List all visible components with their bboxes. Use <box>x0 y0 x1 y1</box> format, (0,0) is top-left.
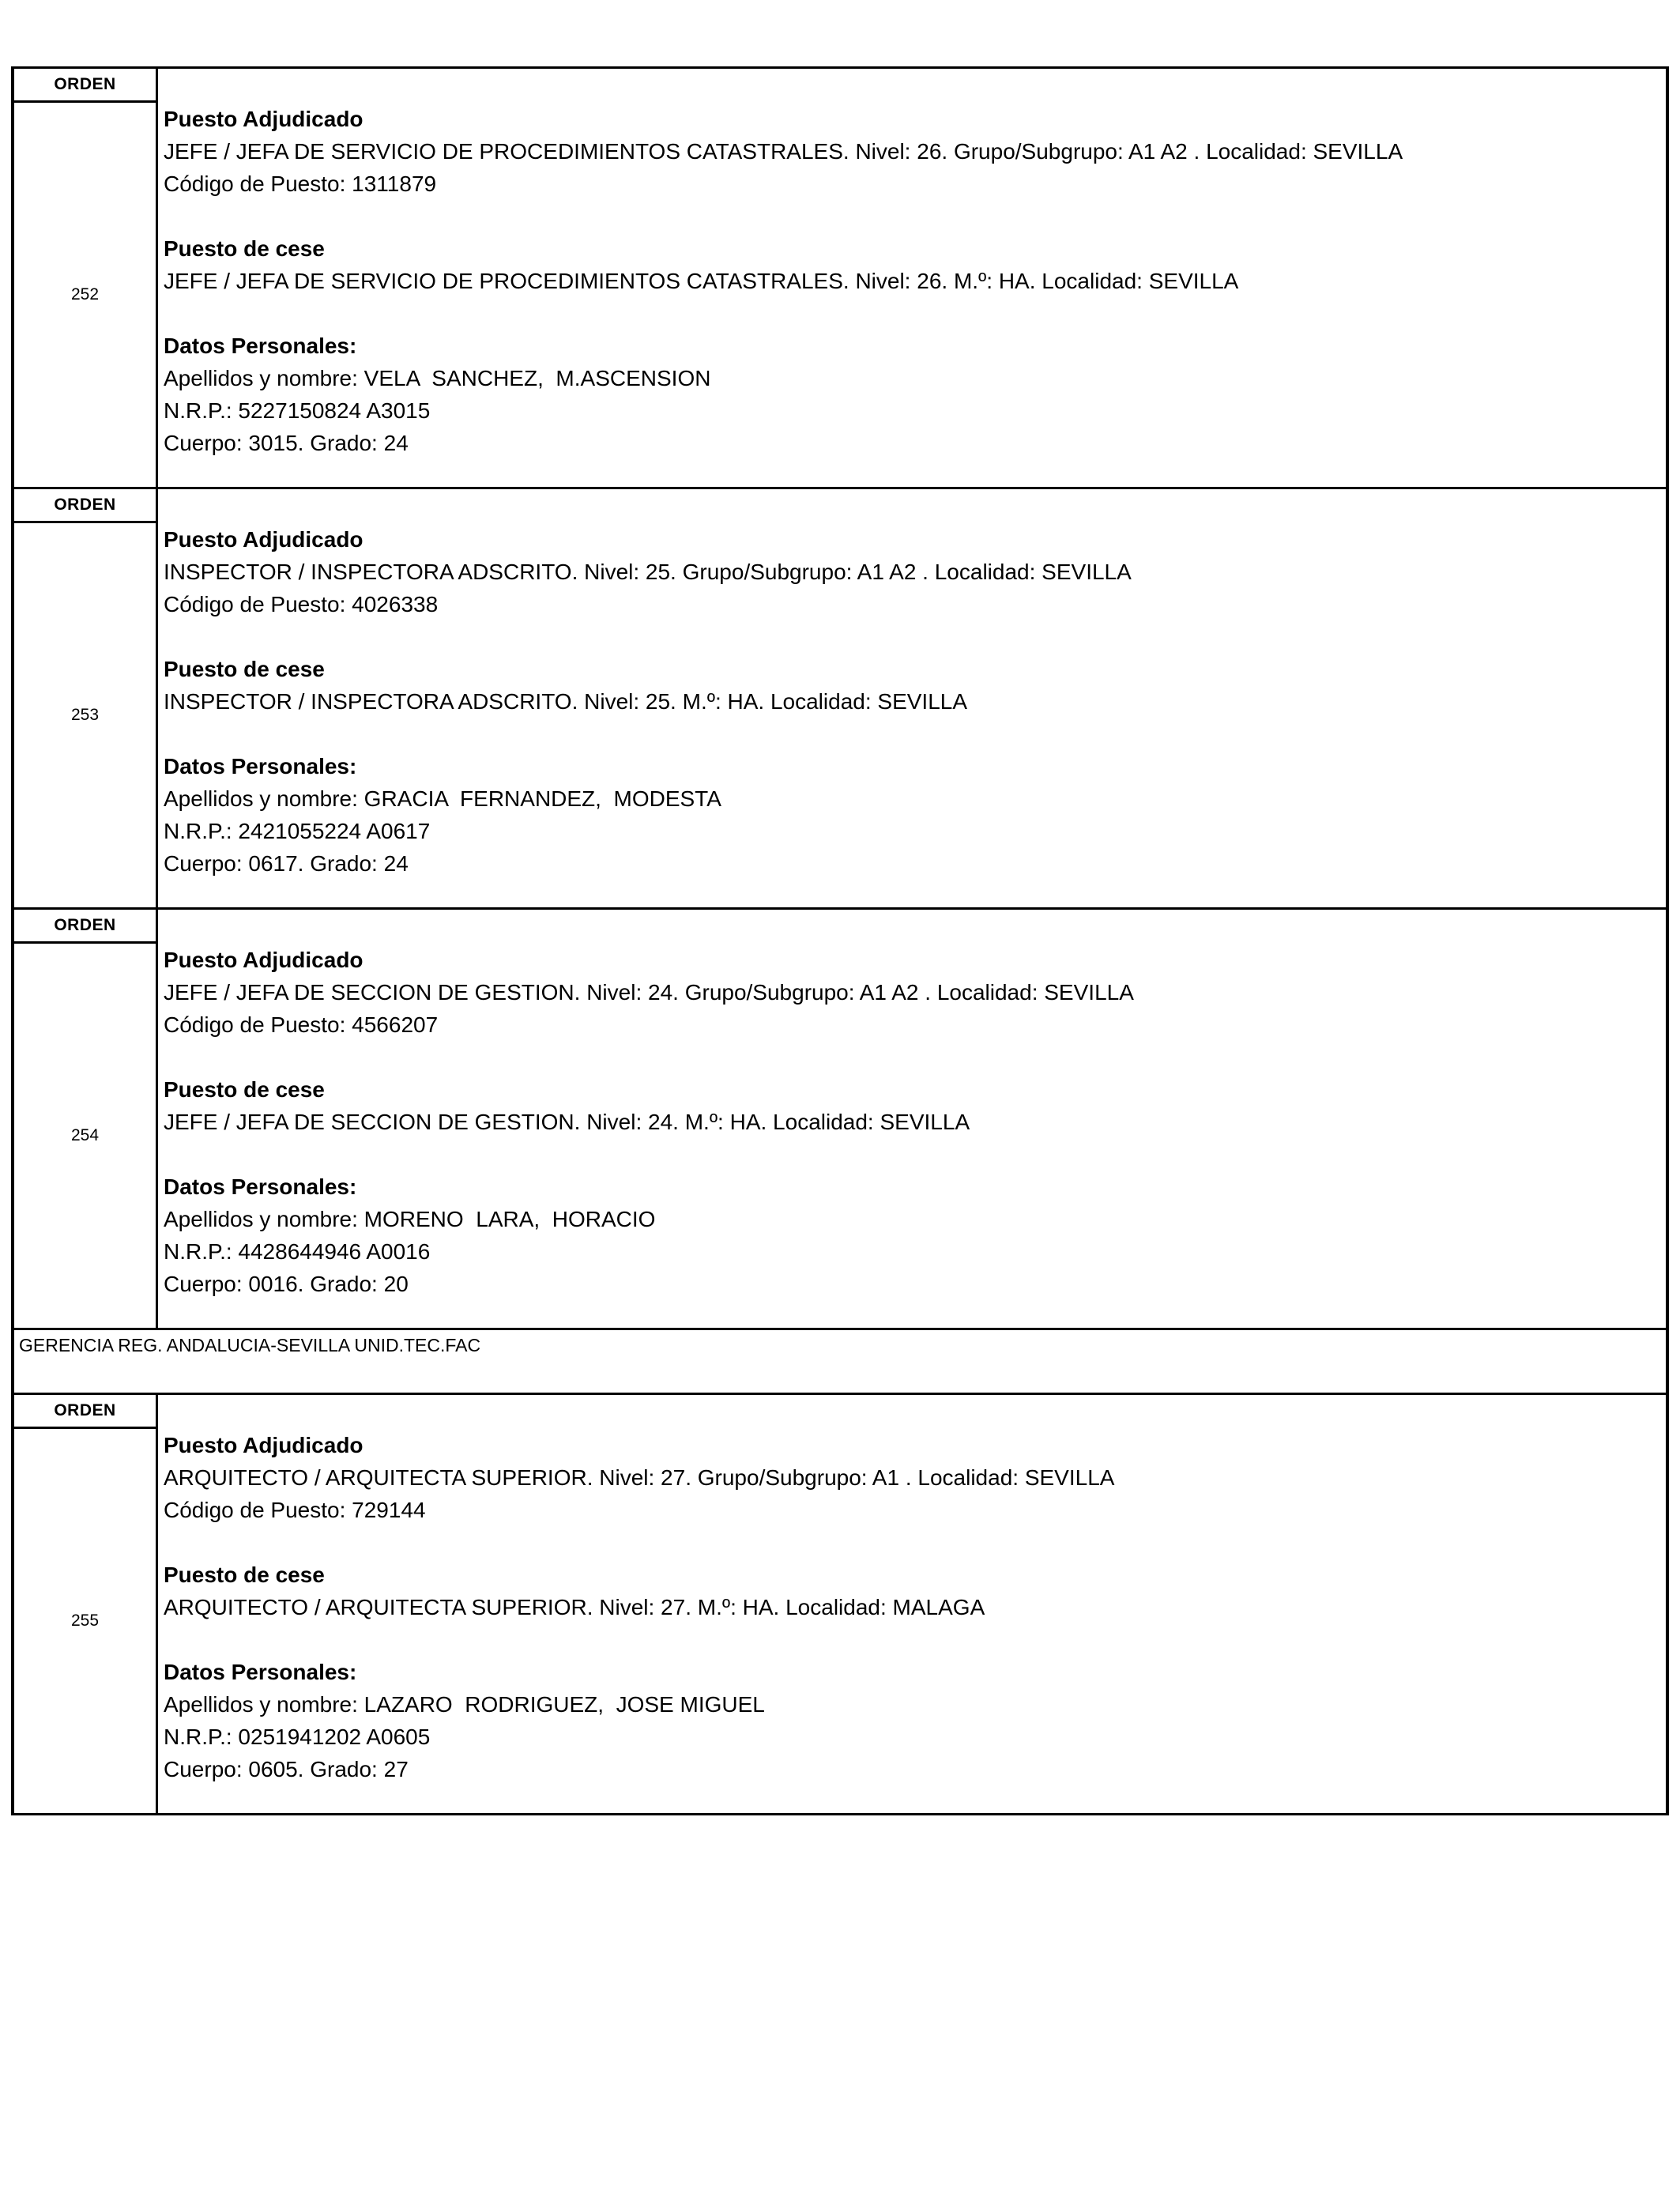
cuerpo-grado: Cuerpo: 0016. Grado: 20 <box>164 1272 409 1296</box>
apellidos-nombre: Apellidos y nombre: VELA SANCHEZ, M.ASCENSION <box>164 366 711 390</box>
orden-number: 254 <box>70 1126 100 1144</box>
adjudicado-heading: Puesto Adjudicado <box>164 948 363 972</box>
apellidos-nombre: Apellidos y nombre: LAZARO RODRIGUEZ, JOSE MIGUEL <box>164 1692 765 1717</box>
entry-252 <box>14 66 1666 487</box>
adjudicado-text: JEFE / JEFA DE SECCION DE GESTION. Nivel: 24. Grupo/Subgrupo: A1 A2 . Localidad: SEVILLA <box>164 980 1134 1005</box>
cese-text: ARQUITECTO / ARQUITECTA SUPERIOR. Nivel: 27. M.º: HA. Localidad: MALAGA <box>164 1595 985 1619</box>
entry-254 <box>14 907 1666 1328</box>
datos-heading: Datos Personales: <box>164 1174 357 1199</box>
nrp: N.R.P.: 0251941202 A0605 <box>164 1725 431 1749</box>
nrp: N.R.P.: 4428644946 A0016 <box>164 1239 431 1264</box>
adjudicado-heading: Puesto Adjudicado <box>164 527 363 552</box>
codigo-puesto: Código de Puesto: 729144 <box>164 1498 426 1522</box>
adjudicado-heading: Puesto Adjudicado <box>164 1433 363 1457</box>
entry-253 <box>14 487 1666 907</box>
codigo-puesto: Código de Puesto: 4026338 <box>164 592 439 616</box>
orden-column <box>14 1395 158 1813</box>
cese-heading: Puesto de cese <box>164 657 325 681</box>
nrp: N.R.P.: 2421055224 A0617 <box>164 819 431 843</box>
orden-label: ORDEN <box>14 69 156 103</box>
apellidos-nombre: Apellidos y nombre: MORENO LARA, HORACIO <box>164 1207 656 1231</box>
cese-heading: Puesto de cese <box>164 1077 325 1102</box>
orden-number: 253 <box>70 706 100 724</box>
adjudicado-heading: Puesto Adjudicado <box>164 107 363 131</box>
cese-text: JEFE / JEFA DE SERVICIO DE PROCEDIMIENTOS CATASTRALES. Nivel: 26. M.º: HA. Localidad: SEVILLA <box>164 269 1239 293</box>
apellidos-nombre: Apellidos y nombre: GRACIA FERNANDEZ, MODESTA <box>164 786 721 811</box>
orden-number: 252 <box>70 285 100 303</box>
cese-heading: Puesto de cese <box>164 1563 325 1587</box>
cese-text: JEFE / JEFA DE SECCION DE GESTION. Nivel: 24. M.º: HA. Localidad: SEVILLA <box>164 1110 970 1134</box>
orden-label: ORDEN <box>14 489 156 523</box>
orden-number: 255 <box>70 1612 100 1630</box>
adjudicado-text: JEFE / JEFA DE SERVICIO DE PROCEDIMIENTOS CATASTRALES. Nivel: 26. Grupo/Subgrupo: A1 A2 . Localidad: SEVILLA <box>164 139 1403 164</box>
adjudicado-text: ARQUITECTO / ARQUITECTA SUPERIOR. Nivel: 27. Grupo/Subgrupo: A1 . Localidad: SEVILLA <box>164 1465 1115 1490</box>
entry-details <box>158 1395 1666 1813</box>
orden-column <box>14 69 158 487</box>
entry-details <box>158 910 1666 1328</box>
codigo-puesto: Código de Puesto: 4566207 <box>164 1012 439 1037</box>
datos-heading: Datos Personales: <box>164 1660 357 1684</box>
cese-heading: Puesto de cese <box>164 236 325 261</box>
cuerpo-grado: Cuerpo: 3015. Grado: 24 <box>164 431 409 455</box>
entry-details <box>158 69 1666 487</box>
cuerpo-grado: Cuerpo: 0617. Grado: 24 <box>164 851 409 876</box>
adjudication-table <box>11 66 1669 1815</box>
datos-heading: Datos Personales: <box>164 334 357 358</box>
entry-255 <box>14 1393 1666 1813</box>
orden-label: ORDEN <box>14 1395 156 1429</box>
orden-label: ORDEN <box>14 910 156 944</box>
orden-column <box>14 910 158 1328</box>
codigo-puesto: Código de Puesto: 1311879 <box>164 172 437 196</box>
cese-text: INSPECTOR / INSPECTORA ADSCRITO. Nivel: 25. M.º: HA. Localidad: SEVILLA <box>164 689 968 714</box>
cuerpo-grado: Cuerpo: 0605. Grado: 27 <box>164 1757 409 1781</box>
nrp: N.R.P.: 5227150824 A3015 <box>164 398 431 423</box>
orden-column <box>14 489 158 907</box>
datos-heading: Datos Personales: <box>164 754 357 778</box>
section-header: GERENCIA REG. ANDALUCIA-SEVILLA UNID.TEC.FAC <box>14 1328 1666 1393</box>
entry-details <box>158 489 1666 907</box>
adjudicado-text: INSPECTOR / INSPECTORA ADSCRITO. Nivel: 25. Grupo/Subgrupo: A1 A2 . Localidad: SEVILLA <box>164 560 1132 584</box>
